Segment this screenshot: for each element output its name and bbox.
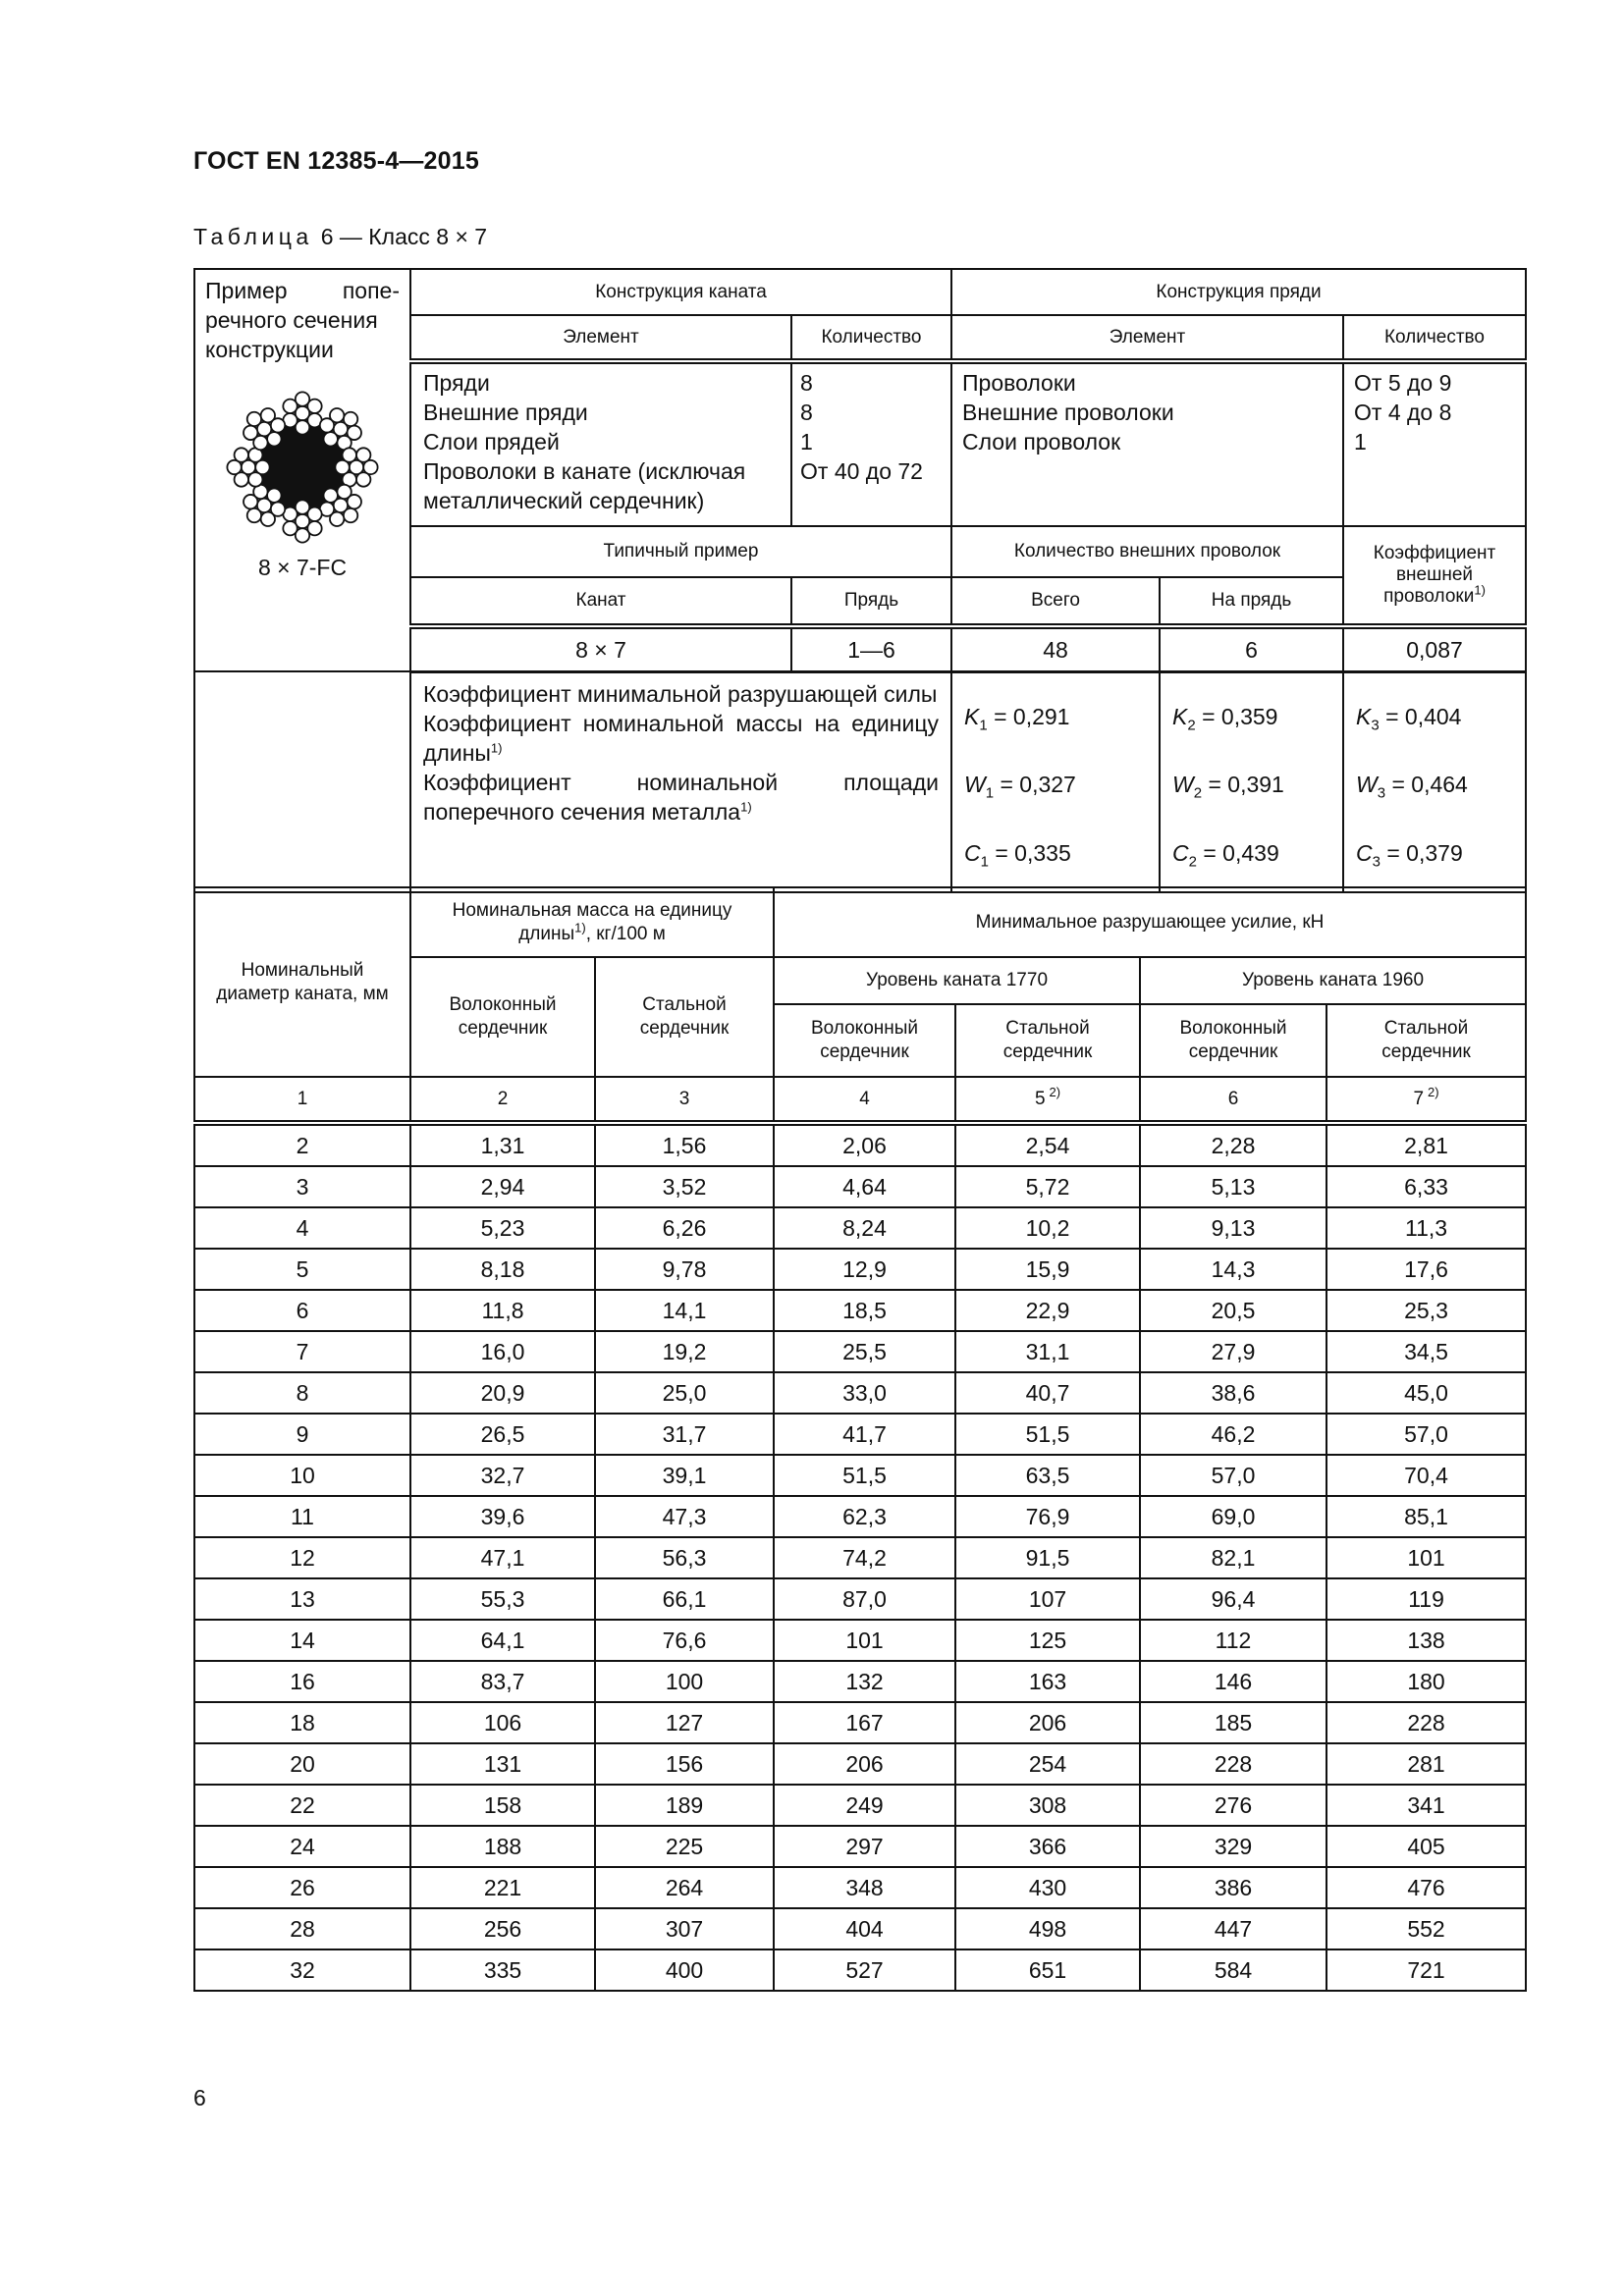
grade-1960-header: Уровень каната 1960 [1140, 957, 1526, 1004]
label-line-2: речного сечения [205, 307, 378, 333]
table-row [194, 1620, 1526, 1661]
value-cell: 228 [1326, 1702, 1526, 1743]
rope-elements-cell [410, 361, 791, 526]
value-cell: 189 [595, 1785, 774, 1826]
value-cell: 2,28 [1140, 1123, 1326, 1166]
value-cell: 2,81 [1326, 1123, 1526, 1166]
value-cell: 10,2 [955, 1207, 1140, 1249]
strand-elements-cell [951, 361, 1343, 526]
mass-fiber-core-header: Волоконный сердечник [410, 957, 595, 1077]
rope-element-item: Пряди [423, 370, 490, 396]
rope-construction-header: Конструкция каната [410, 269, 951, 315]
column-number-text: 4 [859, 1088, 870, 1109]
value-cell: 56,3 [595, 1537, 774, 1578]
factor-k2: $K_2 = 0,359$ [1172, 703, 1278, 734]
table-row [194, 1455, 1526, 1496]
value-cell: 3,52 [595, 1166, 774, 1207]
footnote-ref: 1) [574, 920, 586, 935]
mass-group-unit: , кг/100 м [585, 923, 666, 944]
diameter-cell: 28 [194, 1908, 410, 1949]
mass-group-header [410, 887, 774, 957]
column-number [595, 1077, 774, 1123]
value-cell: 32,7 [410, 1455, 595, 1496]
value-cell: 100 [595, 1661, 774, 1702]
force-1960-fiber-header: Волоконный сердечник [1140, 1004, 1326, 1077]
table-caption-prefix: Таблица [193, 224, 313, 249]
value-cell: 82,1 [1140, 1537, 1326, 1578]
value-cell: 74,2 [774, 1537, 955, 1578]
diameter-cell: 11 [194, 1496, 410, 1537]
value-cell: 40,7 [955, 1372, 1140, 1414]
value-cell: 66,1 [595, 1578, 774, 1620]
outer-wire-factor-value: 0,087 [1343, 626, 1526, 671]
strand-quantities-cell [1343, 361, 1526, 526]
value-cell: 256 [410, 1908, 595, 1949]
value-cell: 25,3 [1326, 1290, 1526, 1331]
value-cell: 8,18 [410, 1249, 595, 1290]
strand-element-header: Элемент [951, 315, 1343, 361]
diameter-cell: 4 [194, 1207, 410, 1249]
factor-label-text: Коэффициент минимальной разрушающей силы [423, 680, 938, 707]
value-cell: 57,0 [1140, 1455, 1326, 1496]
value-cell: 281 [1326, 1743, 1526, 1785]
value-cell: 146 [1140, 1661, 1326, 1702]
value-cell: 16,0 [410, 1331, 595, 1372]
value-cell: 307 [595, 1908, 774, 1949]
column-number [410, 1077, 595, 1123]
value-cell: 25,5 [774, 1331, 955, 1372]
table-row [194, 1414, 1526, 1455]
value-cell: 39,1 [595, 1455, 774, 1496]
rope-quantity-item: От 40 до 72 [800, 458, 923, 484]
grade-1770-header: Уровень каната 1770 [774, 957, 1140, 1004]
value-cell: 476 [1326, 1867, 1526, 1908]
value-cell: 85,1 [1326, 1496, 1526, 1537]
value-cell: 18,5 [774, 1290, 955, 1331]
factor-c3: $C_3 = 0,379$ [1356, 839, 1463, 871]
column-number-text: 5 [1034, 1088, 1046, 1109]
value-cell: 57,0 [1326, 1414, 1526, 1455]
value-cell: 46,2 [1140, 1414, 1326, 1455]
footnote-ref: 1) [1474, 582, 1486, 598]
typical-example-header: Типичный пример [410, 526, 951, 577]
value-cell: 64,1 [410, 1620, 595, 1661]
value-cell: 38,6 [1140, 1372, 1326, 1414]
diameter-cell: 14 [194, 1620, 410, 1661]
table-row [194, 1743, 1526, 1785]
factor-k1: $K_1 = 0,291$ [964, 703, 1070, 734]
value-cell: 1,56 [595, 1123, 774, 1166]
footnote-ref: 2) [1428, 1085, 1439, 1100]
value-cell: 225 [595, 1826, 774, 1867]
column-number-text: 3 [678, 1088, 690, 1109]
value-cell: 127 [595, 1702, 774, 1743]
table-row [194, 1372, 1526, 1414]
table-row [194, 1908, 1526, 1949]
diameter-cell: 8 [194, 1372, 410, 1414]
value-cell: 27,9 [1140, 1331, 1326, 1372]
value-cell: 1,31 [410, 1123, 595, 1166]
outer-wire-factor-header [1343, 526, 1526, 626]
label-line-1: Пример попе- [205, 278, 400, 303]
value-cell: 131 [410, 1743, 595, 1785]
column-number-text: 2 [497, 1088, 509, 1109]
column-number [955, 1077, 1140, 1123]
cross-section-example-cell [194, 269, 410, 671]
strand-quantity-item: От 5 до 9 [1354, 370, 1452, 396]
value-cell: 8,24 [774, 1207, 955, 1249]
value-cell: 206 [774, 1743, 955, 1785]
rope-element-item: Проволоки в канате (исключая металлический сердечник) [423, 458, 746, 513]
outer-wire-factor-title: Коэффициент внешней проволоки [1373, 543, 1496, 607]
table-row [194, 1578, 1526, 1620]
outer-wires-total-value: 48 [951, 626, 1160, 671]
rope-quantity-item: 8 [800, 400, 813, 425]
value-cell: 404 [774, 1908, 955, 1949]
document-title: ГОСТ EN 12385-4—2015 [193, 147, 479, 175]
value-cell: 254 [955, 1743, 1140, 1785]
value-cell: 5,13 [1140, 1166, 1326, 1207]
outer-wires-per-strand-header: На прядь [1160, 577, 1343, 626]
value-cell: 101 [1326, 1537, 1526, 1578]
value-cell: 45,0 [1326, 1372, 1526, 1414]
diameter-cell: 7 [194, 1331, 410, 1372]
factor-w3: $W_3 = 0,464$ [1356, 772, 1468, 802]
value-cell: 651 [955, 1949, 1140, 1991]
table-row [194, 1331, 1526, 1372]
rope-element-header: Элемент [410, 315, 791, 361]
column-number [1140, 1077, 1326, 1123]
strand-element-item: Слои проволок [962, 429, 1121, 454]
breaking-force-table [193, 886, 1527, 1992]
factor-c1: $C_1 = 0,335$ [964, 839, 1071, 871]
value-cell: 70,4 [1326, 1455, 1526, 1496]
outer-wires-per-strand-value: 6 [1160, 626, 1343, 671]
typical-rope-value: 8 × 7 [410, 626, 791, 671]
factor-label-w [423, 709, 939, 768]
factor-k3: $K_3 = 0,404$ [1356, 703, 1462, 734]
factor-label-c [423, 768, 939, 827]
value-cell: 31,7 [595, 1414, 774, 1455]
value-cell: 107 [955, 1578, 1140, 1620]
label-line-3: конструкции [205, 337, 334, 362]
value-cell: 31,1 [955, 1331, 1140, 1372]
typical-rope-header: Канат [410, 577, 791, 626]
value-cell: 158 [410, 1785, 595, 1826]
page-number: 6 [193, 2085, 206, 2110]
factor-c2: $C_2 = 0,439$ [1172, 839, 1279, 871]
value-cell: 15,9 [955, 1249, 1140, 1290]
value-cell: 335 [410, 1949, 595, 1991]
factor-label-text: Коэффициент номинальной массы на единицу длины [423, 710, 939, 766]
diameter-cell: 22 [194, 1785, 410, 1826]
value-cell: 91,5 [955, 1537, 1140, 1578]
factor-w1: $W_1 = 0,327$ [964, 772, 1076, 802]
table-row [194, 1166, 1526, 1207]
value-cell: 4,64 [774, 1166, 955, 1207]
strand-construction-header: Конструкция пряди [951, 269, 1526, 315]
diameter-cell: 3 [194, 1166, 410, 1207]
column-number [1326, 1077, 1526, 1123]
diameter-cell: 10 [194, 1455, 410, 1496]
column-number-row [194, 1077, 1526, 1123]
table-row [194, 1290, 1526, 1331]
value-cell: 101 [774, 1620, 955, 1661]
value-cell: 348 [774, 1867, 955, 1908]
value-cell: 5,72 [955, 1166, 1140, 1207]
table-row [194, 1949, 1526, 1991]
value-cell: 51,5 [774, 1455, 955, 1496]
diameter-cell: 9 [194, 1414, 410, 1455]
factors-column-2 [1160, 671, 1343, 892]
data-rows [194, 1123, 1526, 1991]
table-row [194, 1826, 1526, 1867]
table-row [194, 1702, 1526, 1743]
value-cell: 5,23 [410, 1207, 595, 1249]
diameter-cell: 20 [194, 1743, 410, 1785]
column-number-text: 6 [1227, 1088, 1239, 1109]
table-row [194, 1249, 1526, 1290]
footnote-ref: 1) [490, 739, 503, 755]
value-cell: 2,94 [410, 1166, 595, 1207]
value-cell: 430 [955, 1867, 1140, 1908]
value-cell: 12,9 [774, 1249, 955, 1290]
value-cell: 366 [955, 1826, 1140, 1867]
factor-label-k [423, 679, 939, 709]
value-cell: 119 [1326, 1578, 1526, 1620]
diameter-cell: 5 [194, 1249, 410, 1290]
force-1770-steel-header: Стальной сердечник [955, 1004, 1140, 1077]
column-number [194, 1077, 410, 1123]
value-cell: 14,3 [1140, 1249, 1326, 1290]
force-group-header: Минимальное разрушающее усилие, кН [774, 887, 1526, 957]
strand-element-item: Внешние проволоки [962, 400, 1174, 425]
value-cell: 297 [774, 1826, 955, 1867]
value-cell: 221 [410, 1867, 595, 1908]
construction-table [193, 268, 1527, 893]
value-cell: 83,7 [410, 1661, 595, 1702]
column-number-text: 7 [1413, 1088, 1425, 1109]
strand-quantity-item: От 4 до 8 [1354, 400, 1452, 425]
value-cell: 76,6 [595, 1620, 774, 1661]
value-cell: 51,5 [955, 1414, 1140, 1455]
factors-labels-cell [410, 671, 951, 892]
value-cell: 19,2 [595, 1331, 774, 1372]
outer-wires-header: Количество внешних проволок [951, 526, 1343, 577]
strand-quantity-item: 1 [1354, 429, 1367, 454]
value-cell: 39,6 [410, 1496, 595, 1537]
value-cell: 386 [1140, 1867, 1326, 1908]
value-cell: 156 [595, 1743, 774, 1785]
value-cell: 63,5 [955, 1455, 1140, 1496]
table-row [194, 1867, 1526, 1908]
value-cell: 9,13 [1140, 1207, 1326, 1249]
table-row [194, 1207, 1526, 1249]
value-cell: 96,4 [1140, 1578, 1326, 1620]
value-cell: 112 [1140, 1620, 1326, 1661]
table-caption [193, 224, 487, 250]
value-cell: 276 [1140, 1785, 1326, 1826]
value-cell: 33,0 [774, 1372, 955, 1414]
table-caption-text: 6 — Класс 8 × 7 [320, 224, 488, 249]
value-cell: 552 [1326, 1908, 1526, 1949]
diameter-cell: 32 [194, 1949, 410, 1991]
value-cell: 721 [1326, 1949, 1526, 1991]
table-row [194, 1123, 1526, 1166]
strand-quantity-header: Количество [1343, 315, 1526, 361]
value-cell: 20,5 [1140, 1290, 1326, 1331]
mass-group-title: Номинальная масса на единицу длины [452, 899, 732, 944]
rope-quantities-cell [791, 361, 951, 526]
value-cell: 167 [774, 1702, 955, 1743]
value-cell: 6,33 [1326, 1166, 1526, 1207]
value-cell: 498 [955, 1908, 1140, 1949]
value-cell: 47,1 [410, 1537, 595, 1578]
value-cell: 22,9 [955, 1290, 1140, 1331]
cross-section-label: 8 × 7-FC [257, 555, 348, 580]
rope-quantity-item: 8 [800, 370, 813, 396]
value-cell: 6,26 [595, 1207, 774, 1249]
value-cell: 106 [410, 1702, 595, 1743]
value-cell: 264 [595, 1867, 774, 1908]
strand-element-item: Проволоки [962, 370, 1076, 396]
value-cell: 25,0 [595, 1372, 774, 1414]
footnote-ref: 1) [740, 798, 752, 814]
column-number-text: 1 [297, 1088, 308, 1109]
diameter-cell: 18 [194, 1702, 410, 1743]
table-row [194, 1785, 1526, 1826]
value-cell: 47,3 [595, 1496, 774, 1537]
factors-column-1 [951, 671, 1160, 892]
value-cell: 20,9 [410, 1372, 595, 1414]
value-cell: 163 [955, 1661, 1140, 1702]
value-cell: 55,3 [410, 1578, 595, 1620]
value-cell: 180 [1326, 1661, 1526, 1702]
value-cell: 62,3 [774, 1496, 955, 1537]
value-cell: 447 [1140, 1908, 1326, 1949]
diameter-cell: 2 [194, 1123, 410, 1166]
table-row [194, 1661, 1526, 1702]
value-cell: 249 [774, 1785, 955, 1826]
diameter-header: Номинальный диаметр каната, мм [194, 887, 410, 1077]
rope-quantity-item: 1 [800, 429, 813, 454]
value-cell: 132 [774, 1661, 955, 1702]
rope-quantity-header: Количество [791, 315, 951, 361]
value-cell: 14,1 [595, 1290, 774, 1331]
factor-w2: $W_2 = 0,391$ [1172, 772, 1284, 802]
value-cell: 185 [1140, 1702, 1326, 1743]
value-cell: 41,7 [774, 1414, 955, 1455]
table-row [194, 1496, 1526, 1537]
value-cell: 125 [955, 1620, 1140, 1661]
value-cell: 69,0 [1140, 1496, 1326, 1537]
table-row [194, 1537, 1526, 1578]
value-cell: 87,0 [774, 1578, 955, 1620]
typical-strand-header: Прядь [791, 577, 951, 626]
factor-label-text: Коэффициент номинальной площади поперечного сечения металла [423, 769, 939, 825]
outer-wires-total-header: Всего [951, 577, 1160, 626]
diameter-cell: 26 [194, 1867, 410, 1908]
rope-element-item: Внешние пряди [423, 400, 588, 425]
value-cell: 34,5 [1326, 1331, 1526, 1372]
value-cell: 308 [955, 1785, 1140, 1826]
diameter-cell: 13 [194, 1578, 410, 1620]
value-cell: 11,3 [1326, 1207, 1526, 1249]
value-cell: 26,5 [410, 1414, 595, 1455]
rope-element-item: Слои прядей [423, 429, 560, 454]
value-cell: 405 [1326, 1826, 1526, 1867]
rope-cross-section-icon [219, 384, 386, 551]
diameter-cell: 24 [194, 1826, 410, 1867]
mass-steel-core-header: Стальной сердечник [595, 957, 774, 1077]
diameter-cell: 12 [194, 1537, 410, 1578]
force-1960-steel-header: Стальной сердечник [1326, 1004, 1526, 1077]
value-cell: 138 [1326, 1620, 1526, 1661]
typical-strand-value: 1—6 [791, 626, 951, 671]
value-cell: 584 [1140, 1949, 1326, 1991]
value-cell: 188 [410, 1826, 595, 1867]
value-cell: 527 [774, 1949, 955, 1991]
value-cell: 400 [595, 1949, 774, 1991]
diameter-cell: 6 [194, 1290, 410, 1331]
value-cell: 2,54 [955, 1123, 1140, 1166]
value-cell: 206 [955, 1702, 1140, 1743]
diameter-cell: 16 [194, 1661, 410, 1702]
value-cell: 11,8 [410, 1290, 595, 1331]
value-cell: 329 [1140, 1826, 1326, 1867]
cross-section-example-label [195, 270, 409, 364]
column-number [774, 1077, 955, 1123]
value-cell: 341 [1326, 1785, 1526, 1826]
value-cell: 76,9 [955, 1496, 1140, 1537]
force-1770-fiber-header: Волоконный сердечник [774, 1004, 955, 1077]
value-cell: 17,6 [1326, 1249, 1526, 1290]
value-cell: 228 [1140, 1743, 1326, 1785]
value-cell: 9,78 [595, 1249, 774, 1290]
factors-column-3 [1343, 671, 1526, 892]
value-cell: 2,06 [774, 1123, 955, 1166]
footnote-ref: 2) [1049, 1085, 1061, 1100]
